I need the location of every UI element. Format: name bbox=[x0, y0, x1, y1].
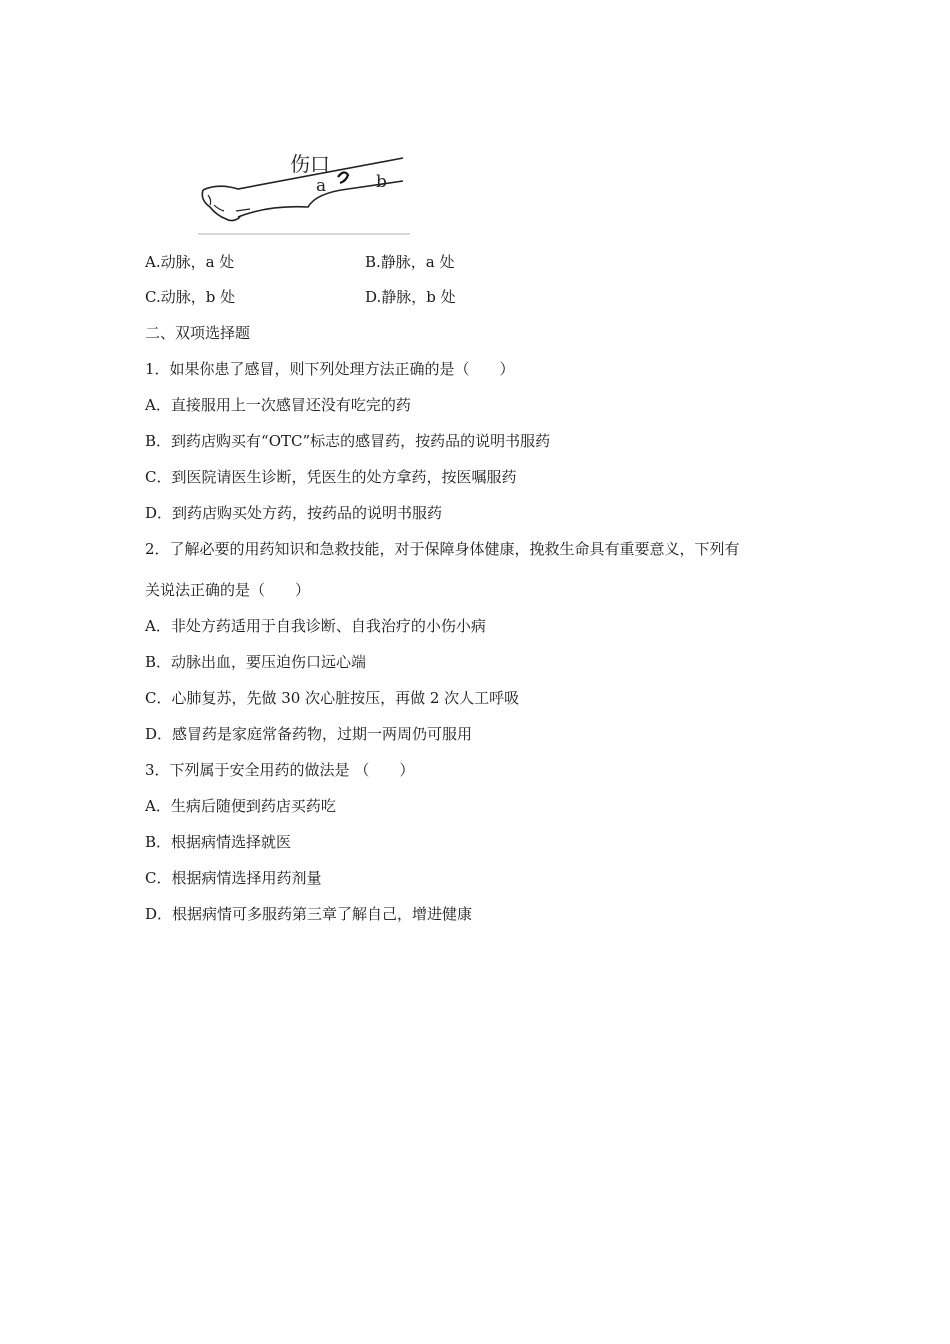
question-1-option-a: A．直接服用上一次感冒还没有吃完的药 bbox=[145, 396, 411, 414]
option-b: B.静脉，a 处 bbox=[365, 253, 455, 271]
question-1-option-b: B．到药店购买有“OTC”标志的感冒药，按药品的说明书服药 bbox=[145, 432, 551, 450]
question-3-option-b: B．根据病情选择就医 bbox=[145, 833, 292, 851]
question-1-stem: 1．如果你患了感冒，则下列处理方法正确的是（ ） bbox=[145, 360, 515, 378]
question-3-option-d: D．根据病情可多服药第三章了解自己，增进健康 bbox=[145, 905, 473, 923]
question-2-option-a: A．非处方药适用于自我诊断、自我治疗的小伤小病 bbox=[145, 617, 486, 635]
question-1-option-d: D．到药店购买处方药，按药品的说明书服药 bbox=[145, 504, 443, 522]
question-1-option-c: C．到医院请医生诊断，凭医生的处方拿药，按医嘱服药 bbox=[145, 468, 517, 486]
question-2-option-b: B．动脉出血，要压迫伤口远心端 bbox=[145, 653, 367, 671]
option-a: A.动脉，a 处 bbox=[145, 253, 235, 271]
label-a: a bbox=[316, 176, 327, 196]
section-title: 二、双项选择题 bbox=[145, 324, 251, 342]
label-b: b bbox=[376, 172, 387, 192]
question-2-stem-line-1: 2．了解必要的用药知识和急救技能，对于保障身体健康，挽救生命具有重要意义，下列有 bbox=[145, 540, 740, 558]
question-2-option-c: C．心肺复苏，先做 30 次心脏按压，再做 2 次人工呼吸 bbox=[145, 689, 520, 707]
leg-drawing bbox=[198, 145, 410, 237]
question-3-stem: 3．下列属于安全用药的做法是 （ ） bbox=[145, 761, 415, 779]
option-d: D.静脉，b 处 bbox=[365, 288, 456, 306]
question-3-option-c: C．根据病情选择用药剂量 bbox=[145, 869, 322, 887]
question-2-stem-line-2: 关说法正确的是（ ） bbox=[145, 581, 311, 599]
question-2-option-d: D．感冒药是家庭常备药物，过期一两周仍可服用 bbox=[145, 725, 473, 743]
question-3-option-a: A．生病后随便到药店买药吃 bbox=[145, 797, 336, 815]
option-c: C.动脉，b 处 bbox=[145, 288, 236, 306]
leg-wound-figure bbox=[198, 145, 410, 237]
label-wound: 伤口 bbox=[290, 152, 330, 176]
